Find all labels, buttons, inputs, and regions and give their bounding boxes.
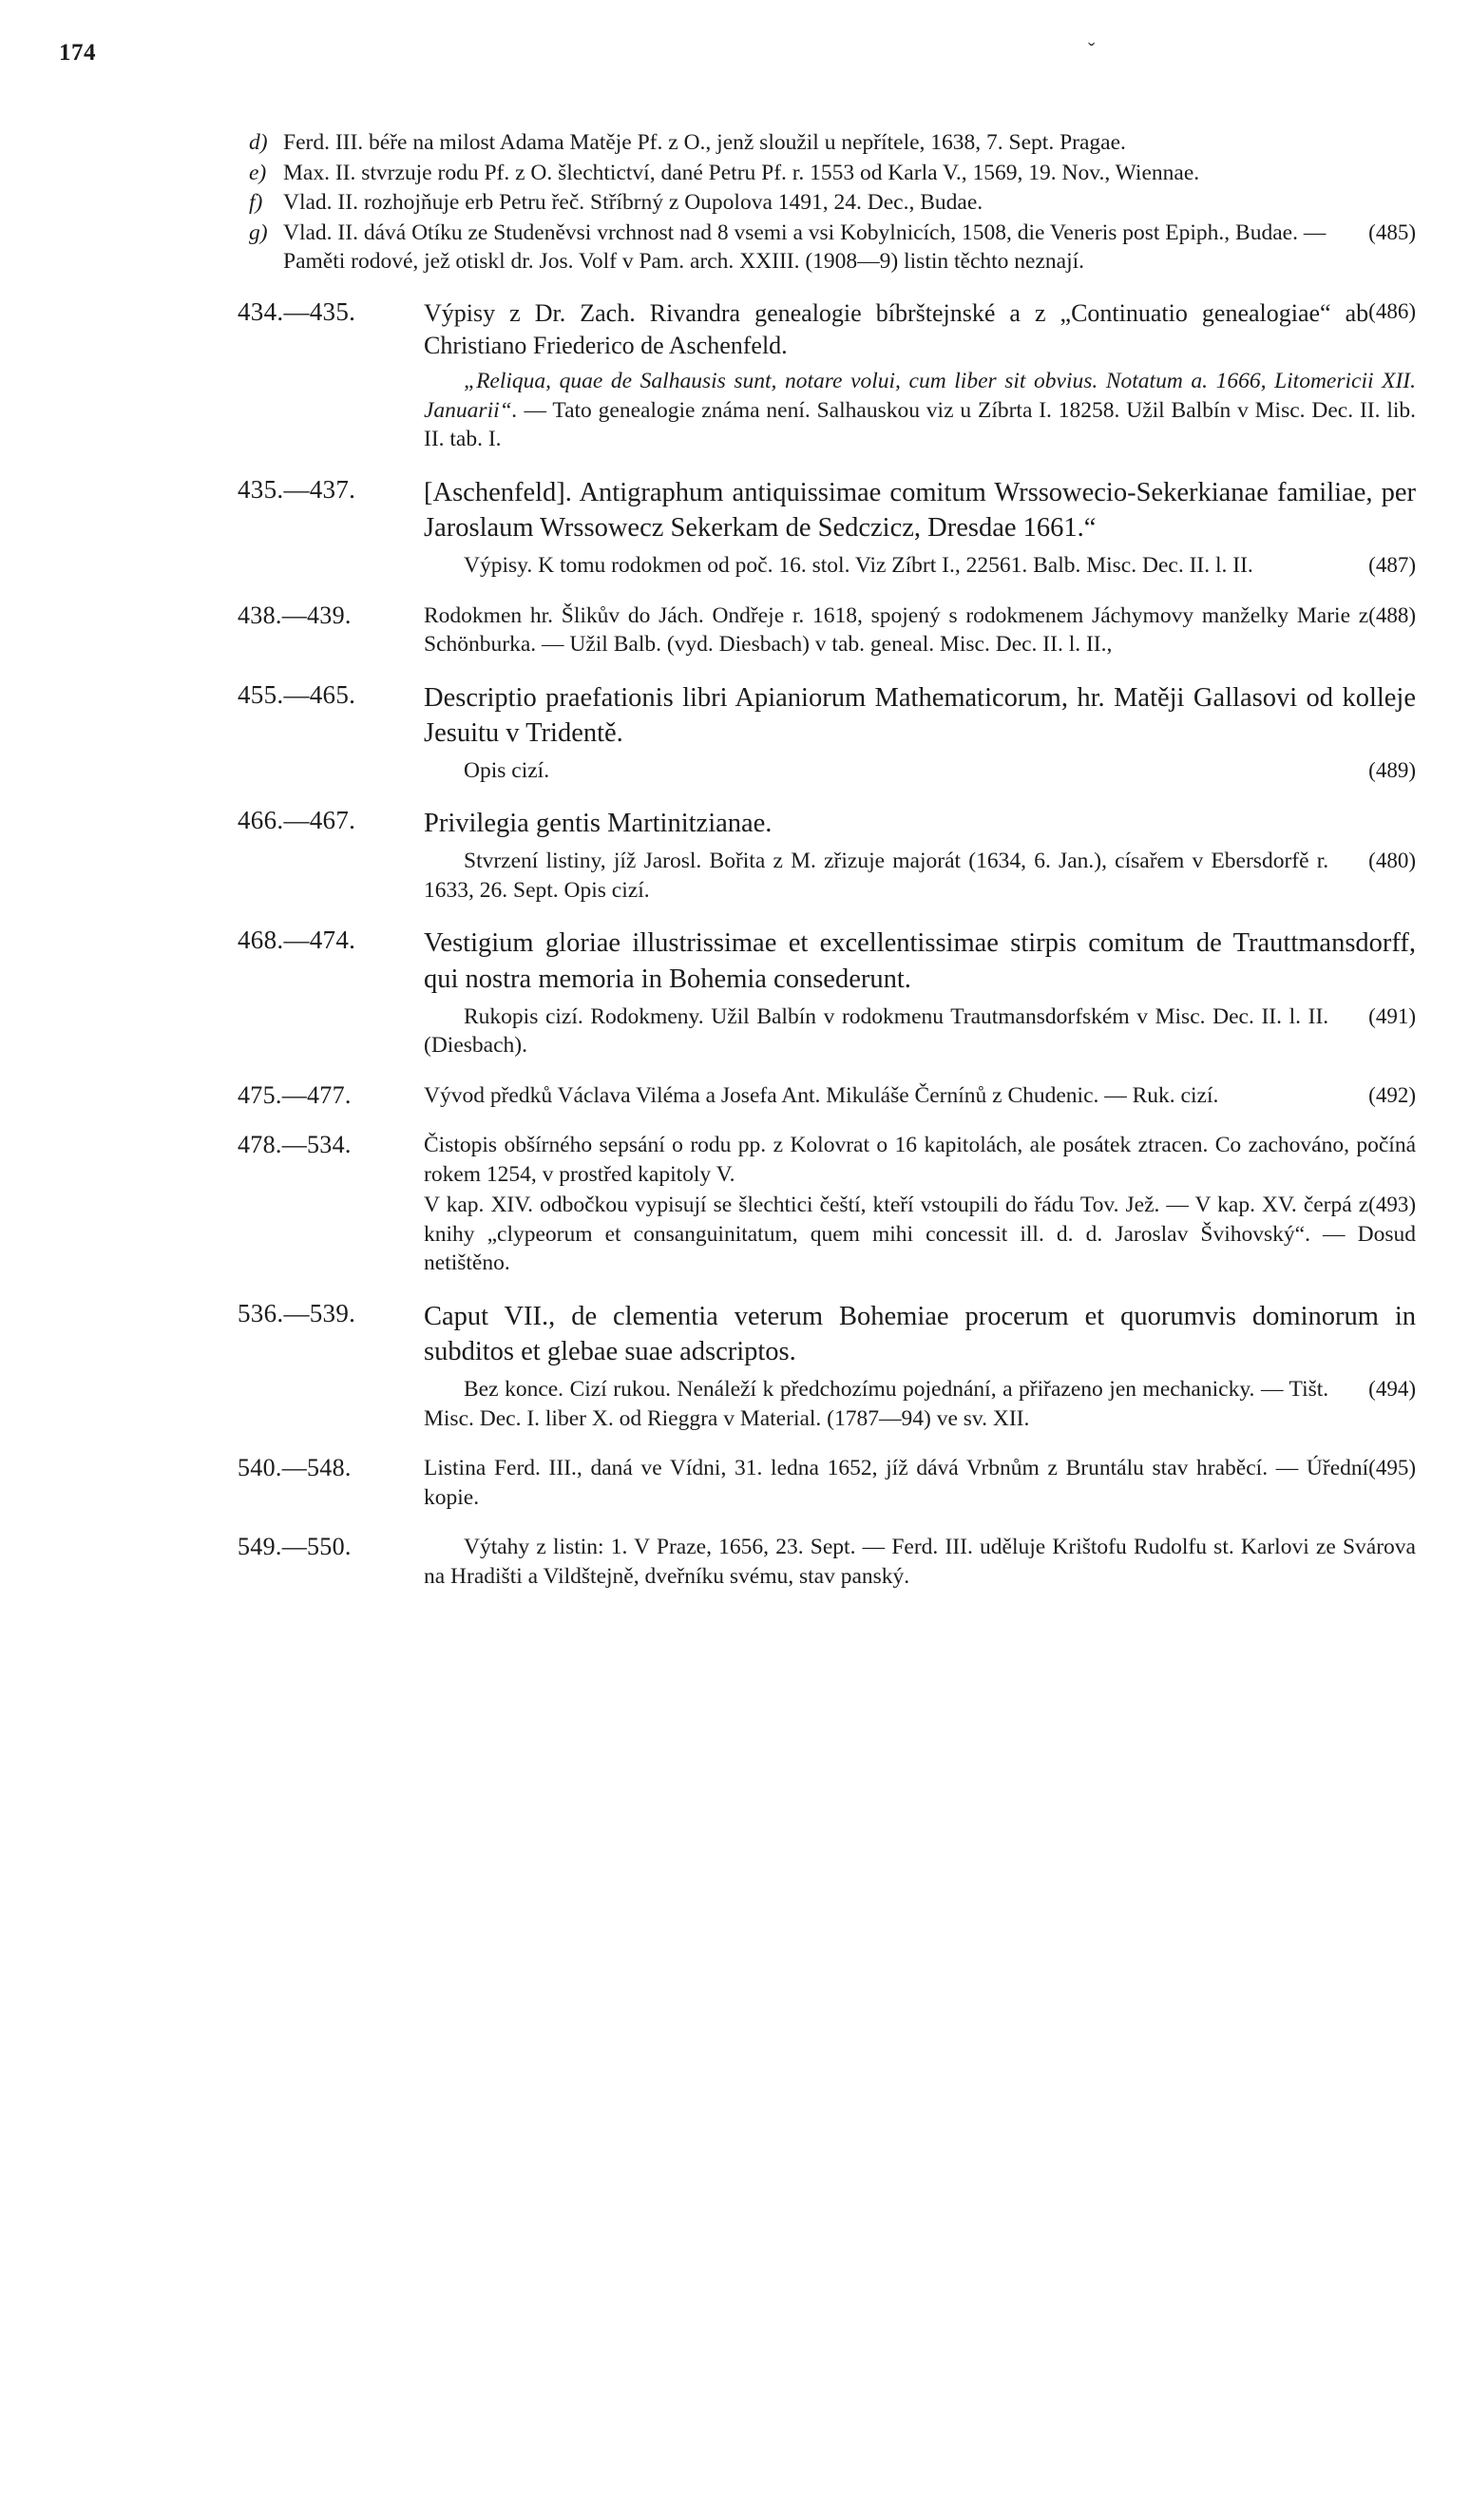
entry-content — [424, 1131, 1416, 1278]
entry-content — [424, 1299, 1416, 1433]
entry-lead-text: Výtahy z listin: 1. V Praze, 1656, 23. Sept. — Ferd. III. uděluje Krištofu Rudolfu st. Karlovi ze Svárova na Hradišti a Vildštejně, dveřníku svému, stav panský. — [424, 1535, 1416, 1589]
entry-lead-text: Privilegia gentis Martinitzianae. — [424, 809, 773, 839]
entry-number: 475.—477. — [238, 1080, 352, 1109]
entry-content — [424, 297, 1416, 454]
reference-number: (487) — [1368, 553, 1416, 578]
entry-number: 478.—534. — [238, 1131, 352, 1159]
entry-content — [424, 475, 1416, 581]
entry-number: 434.—435. — [238, 296, 356, 326]
item-label: f) — [249, 190, 263, 216]
entry-note — [424, 847, 1416, 905]
entry-number: 540.—548. — [238, 1454, 352, 1482]
entry-lead-text: Listina Ferd. III., daná ve Vídni, 31. ledna 1652, jíž dává Vrbnům z Bruntálu stav hraběcí. — Úřední kopie. — [424, 1456, 1369, 1510]
entry-note — [424, 551, 1416, 581]
entry-lead — [424, 1299, 1416, 1369]
entry-lead-text: Caput VII., de clementia veterum Bohemiae procerum et quorumvis dominorum in subditos et glebae suae adscriptos. — [424, 1301, 1416, 1366]
entry-lead — [424, 806, 1416, 841]
reference-number: (491) — [1368, 1003, 1416, 1028]
entry-note-text: V kap. XIV. odbočkou vypisují se šlechtici čeští, kteří vstoupili do řádu Tov. Jež. — V kap. XV. čerpá z knihy „clypeorum et consanguinitatum, quem mihi concessit ill. d. d. Jaroslav Švihovský“. — Dosud netištěno. — [424, 1193, 1416, 1276]
entry-content — [424, 1454, 1416, 1512]
catalog-entry — [238, 1533, 1416, 1591]
top-mark: ˇ — [1088, 38, 1096, 62]
entry-note — [424, 1002, 1416, 1060]
page-body — [238, 128, 1416, 1591]
entry-lead — [424, 926, 1416, 996]
entry-note-text: Stvrzení listiny, jíž Jarosl. Bořita z M. zřizuje majorát (1634, 6. Jan.), císařem v Ebersdorfě r. 1633, 26. Sept. Opis cizí. — [424, 849, 1329, 903]
entry-content — [424, 1533, 1416, 1591]
entry-note-italic: „Reliqua, quae de Salhausis sunt, notare volui, cum liber sit obvius. Notatum a. 1666, Litomericii XII. Januarii“. — [424, 369, 1416, 423]
item-label: e) — [249, 160, 267, 185]
catalog-entry — [238, 601, 1416, 659]
entry-number: 435.—437. — [238, 474, 356, 504]
entry-note — [424, 1375, 1416, 1433]
catalog-entry — [238, 1131, 1416, 1278]
entry-number: 549.—550. — [238, 1533, 352, 1561]
entry-number: 455.—465. — [238, 679, 356, 709]
reference-number: (495) — [1368, 1456, 1416, 1480]
entry-lead — [424, 1533, 1416, 1591]
entry-lead — [424, 1131, 1416, 1189]
item-label: d) — [249, 130, 268, 155]
entry-note-text: Bez konce. Cizí rukou. Nenáleží k předchozímu pojednání, a přiřazeno jen mechanicky. — Tišt. Misc. Dec. I. liber X. od Rieggra v Material. (1787—94) ve sv. XII. — [424, 1377, 1329, 1431]
reference-number: (494) — [1368, 1377, 1416, 1402]
entry-number: 536.—539. — [238, 1298, 356, 1327]
item-label: g) — [249, 220, 268, 245]
item-text: Vlad. II. dává Otíku ze Studeněvsi vrchnost nad 8 vsemi a vsi Kobylnicích, 1508, die Veneris post Epiph., Budae. — Paměti rodové, jež otiskl dr. Jos. Volf v Pam. arch. XXIII. (1908—9) listin těchto neznají. — [283, 220, 1327, 275]
entry-lead — [424, 297, 1416, 362]
list-item — [238, 188, 1416, 218]
list-item — [238, 219, 1416, 277]
entry-number: 438.—439. — [238, 601, 352, 629]
reference-number: (493) — [1368, 1193, 1416, 1217]
entry-lead-text: Descriptio praefationis libri Apianiorum Mathematicorum, hr. Matěji Gallasovi od kolleje Jesuitu v Tridentě. — [424, 682, 1416, 748]
list-item — [238, 159, 1416, 188]
entry-content — [424, 680, 1416, 786]
entry-lead-text: Výpisy z Dr. Zach. Rivandra genealogie bíbrštejnské a z „Continuatio genealogiae“ ab Christiano Friederico de Aschenfeld. — [424, 298, 1369, 359]
reference-number: (485) — [1368, 220, 1416, 244]
catalog-entry — [238, 475, 1416, 581]
reference-number: (492) — [1368, 1082, 1416, 1107]
entry-number: 466.—467. — [238, 806, 356, 835]
entry-content — [424, 926, 1416, 1060]
entry-lead — [424, 601, 1416, 659]
catalog-entry — [238, 297, 1416, 454]
catalog-entry — [238, 1081, 1416, 1111]
entry-lead-text: Vestigium gloriae illustrissimae et excellentissimae stirpis comitum de Trauttmansdorff, qui nostra memoria in Bohemia consederunt. — [424, 928, 1416, 994]
entry-note-text: Opis cizí. — [464, 757, 550, 783]
reference-number: (486) — [1368, 298, 1416, 323]
entry-lead — [424, 1454, 1416, 1512]
item-text: Vlad. II. rozhojňuje erb Petru řeč. Stříbrný z Oupolova 1491, 24. Dec., Budae. — [283, 190, 983, 216]
list-item — [238, 128, 1416, 158]
entry-note-text: Výpisy. K tomu rodokmen od poč. 16. stol. Viz Zíbrt I., 22561. Balb. Misc. Dec. II. l. II. — [464, 553, 1253, 579]
entry-lead-text: [Aschenfeld]. Antigraphum antiquissimae comitum Wrssowecio-Sekerkianae familiae, per Jaroslaum Wrssowecz Sekerkam de Sedczicz, Dresdae 1661.“ — [424, 477, 1416, 544]
entry-number: 468.—474. — [238, 926, 356, 955]
entry-note-text: Rukopis cizí. Rodokmeny. Užil Balbín v rodokmenu Trautmansdorfském v Misc. Dec. II. l. II. (Diesbach). — [424, 1003, 1329, 1059]
reference-number: (488) — [1368, 602, 1416, 627]
entry-lead-text: Vývod předků Václava Viléma a Josefa Ant. Mikuláše Černínů z Chudenic. — Ruk. cizí. — [424, 1082, 1219, 1108]
reference-number: (489) — [1368, 757, 1416, 782]
entry-lead — [424, 475, 1416, 545]
entry-note-rest: — Tato genealogie známa není. Salhauskou viz u Zíbrta I. 18258. Užil Balbín v Misc. Dec. II. lib. II. tab. I. — [424, 397, 1416, 452]
entry-note — [424, 1191, 1416, 1278]
entry-note — [424, 367, 1416, 454]
catalog-entry — [238, 926, 1416, 1060]
entry-note — [424, 756, 1416, 786]
lettered-entries — [238, 128, 1416, 277]
entry-content — [424, 601, 1416, 659]
item-text: Max. II. stvrzuje rodu Pf. z O. šlechtictví, dané Petru Pf. r. 1553 od Karla V., 1569, 19. Nov., Wiennae. — [283, 160, 1200, 185]
entry-lead — [424, 680, 1416, 751]
catalog-entry — [238, 680, 1416, 786]
catalog-entry — [238, 1299, 1416, 1433]
entry-lead — [424, 1081, 1416, 1111]
item-text: Ferd. III. béře na milost Adama Matěje Pf. z O., jenž sloužil u nepřítele, 1638, 7. Sept. Pragae. — [283, 130, 1126, 155]
page-number: 174 — [59, 40, 96, 66]
reference-number: (480) — [1368, 849, 1416, 873]
entry-lead-text: Čistopis obšírného sepsání o rodu pp. z Kolovrat o 16 kapitolách, ale posátek ztracen. Co zachováno, počíná rokem 1254, v prostřed kapitoly V. — [424, 1133, 1416, 1187]
entry-content — [424, 806, 1416, 905]
entry-content — [424, 1081, 1416, 1111]
catalog-entry — [238, 1454, 1416, 1512]
entry-lead-text: Rodokmen hr. Šlikův do Jách. Ondřeje r. 1618, spojený s rodokmenem Jáchymovy manželky Marie z Schönburka. — Užil Balb. (vyd. Diesbach) v tab. geneal. Misc. Dec. II. l. II., — [424, 602, 1369, 658]
catalog-entry — [238, 806, 1416, 905]
